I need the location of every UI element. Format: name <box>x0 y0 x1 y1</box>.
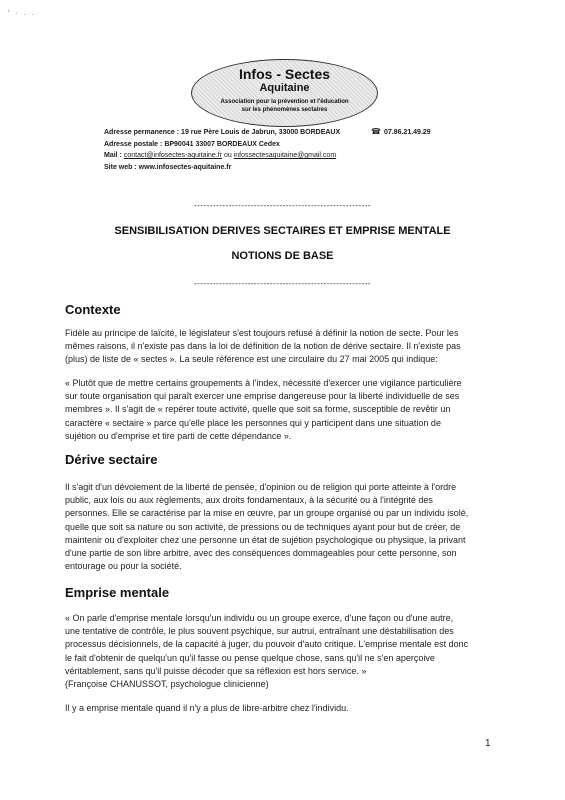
mail-link-gmail[interactable]: infossectesaquitaine@gmail.com <box>233 152 337 159</box>
text-line: Il y a emprise mentale quand il n'y a plus de libre-arbitre chez l'individu. <box>65 703 349 713</box>
text-line: sujétion ou d'emprise et tire parti de cette dépendance ». <box>65 430 292 441</box>
text-line: Il s'agit d'un dévoiement de la liberté de pensée, d'opinion ou de religion qui porte atteinte à l'ordre <box>65 482 457 492</box>
text-line: « Plutôt que de mettre certains groupements à l'index, nécessité d'exercer une vigilance particulière <box>65 378 462 388</box>
logo-tagline-1: Association pour la prévention et l'éducation <box>220 99 349 105</box>
text-line: Fidèle au principe de laïcité, le législateur s'est toujours refusé à définir la notion de secte. Pour les <box>65 328 459 338</box>
postal-address-line <box>104 139 340 151</box>
mail-separator: ou <box>223 152 232 159</box>
document-subtitle: NOTIONS DE BASE <box>231 250 334 262</box>
text-line: public, aux lois ou aux règlements, aux droits fondamentaux, à la sécurité ou à l'intégrité des <box>65 495 433 506</box>
permanent-address-line <box>104 127 340 139</box>
heading-contexte: Contexte <box>65 302 121 317</box>
contexte-paragraph-1 <box>65 327 505 367</box>
text-line: membres ». Il s'agit de « repérer toute activité, quelle que soit sa forme, susceptible de revêtir un <box>65 404 451 415</box>
mail-line <box>104 150 340 162</box>
telephone-icon: ☎ <box>371 127 381 136</box>
separator-top: -------------------------------------------------------- <box>193 201 372 210</box>
text-line: sur toute organisation qui paraît exercer une emprise dangereuse pour la liberté individuelle de ses <box>65 391 460 402</box>
text-line: une tentative de contrôle, le plus souvent psychique, sur autrui, entraînant une déstabilisation des <box>65 626 454 637</box>
text-line: entourage ou pour la société. <box>65 561 182 572</box>
page-number: 1 <box>485 738 491 749</box>
text-line: quelle que soit sa nature ou son activité, de pressions ou de techniques ayant pour but de créer, de <box>65 521 461 532</box>
text-line: mêmes raisons, il n'existe pas dans la loi de définition de la notion de dérive sectaire. Il n'existe pas <box>65 341 461 352</box>
logo-tagline-2: sur les phénomènes sectaires <box>241 107 328 113</box>
text-line: (plus) de liste de « sectes ». La seule référence est une circulaire du 27 mai 2005 qui indique: <box>65 354 438 365</box>
phone-number: 07.86.21.49.29 <box>383 129 431 136</box>
text-line: personnes. Elle se caractérise par la mise en œuvre, par un groupe organisé ou par un individu isolé, <box>65 508 469 519</box>
document-title: SENSIBILISATION DERIVES SECTAIRES ET EMPRISE MENTALE <box>114 225 451 237</box>
logo-title: Infos - Sectes <box>238 66 331 82</box>
emprise-conclusion-paragraph <box>65 702 505 715</box>
separator-bottom: -------------------------------------------------------- <box>193 279 372 288</box>
contexte-quote-paragraph <box>65 377 505 443</box>
scan-specks: ' · . . <box>8 10 36 17</box>
heading-derive-sectaire: Dérive sectaire <box>65 452 158 467</box>
phone-line <box>371 127 431 136</box>
postal-address-value: BP90041 33007 BORDEAUX Cedex <box>164 140 280 148</box>
text-line: « On parle d'emprise mentale lorsqu'un individu ou un groupe exerce, d'une façon ou d'une autre, <box>65 613 454 623</box>
text-line: maintenir ou d'exploiter chez une personne un état de sujétion psychologique ou physique, la privant <box>65 534 466 545</box>
postal-address-label: Adresse postale : <box>104 140 163 148</box>
permanent-address-value: 19 rue Père Louis de Jabrun, 33000 BORDEAUX <box>181 129 341 136</box>
heading-emprise-mentale: Emprise mentale <box>65 585 170 600</box>
text-line: caractère « sectaire » parce qu'elle place les personnes qui y participent dans une situation de <box>65 417 441 428</box>
website-line <box>104 162 340 174</box>
emprise-quote-paragraph <box>65 612 505 691</box>
logo-subtitle: Aquitaine <box>259 82 310 94</box>
website-link[interactable]: www.infosectes-aquitaine.fr <box>138 163 232 171</box>
text-line: véritablement, sans qu'il puisse décoder que sa réflexion est hors service. » <box>65 665 367 676</box>
text-line: d'une partie de son libre arbitre, avec des conséquences dommageables pour cette personne, son <box>65 548 457 559</box>
derive-paragraph <box>65 481 505 573</box>
contact-block <box>104 127 340 173</box>
website-label: Site web : <box>104 163 137 171</box>
text-line: le fait d'obtenir de quelqu'un qu'il fasse ou pense quelque chose, sans qu'il ne s'en aperçoive <box>65 652 435 663</box>
mail-label: Mail : <box>104 152 122 159</box>
association-logo <box>191 59 378 127</box>
text-line: processus décisionnels, de la capacité à juger, du pouvoir d'auto critique. L'emprise mentale est donc <box>65 639 469 650</box>
text-line: (Françoise CHANUSSOT, psychologue clinicienne) <box>65 679 269 690</box>
mail-link-contact[interactable]: contact@infosectes-aquitaine.fr <box>123 152 223 159</box>
permanent-address-label: Adresse permanence : <box>104 129 180 136</box>
